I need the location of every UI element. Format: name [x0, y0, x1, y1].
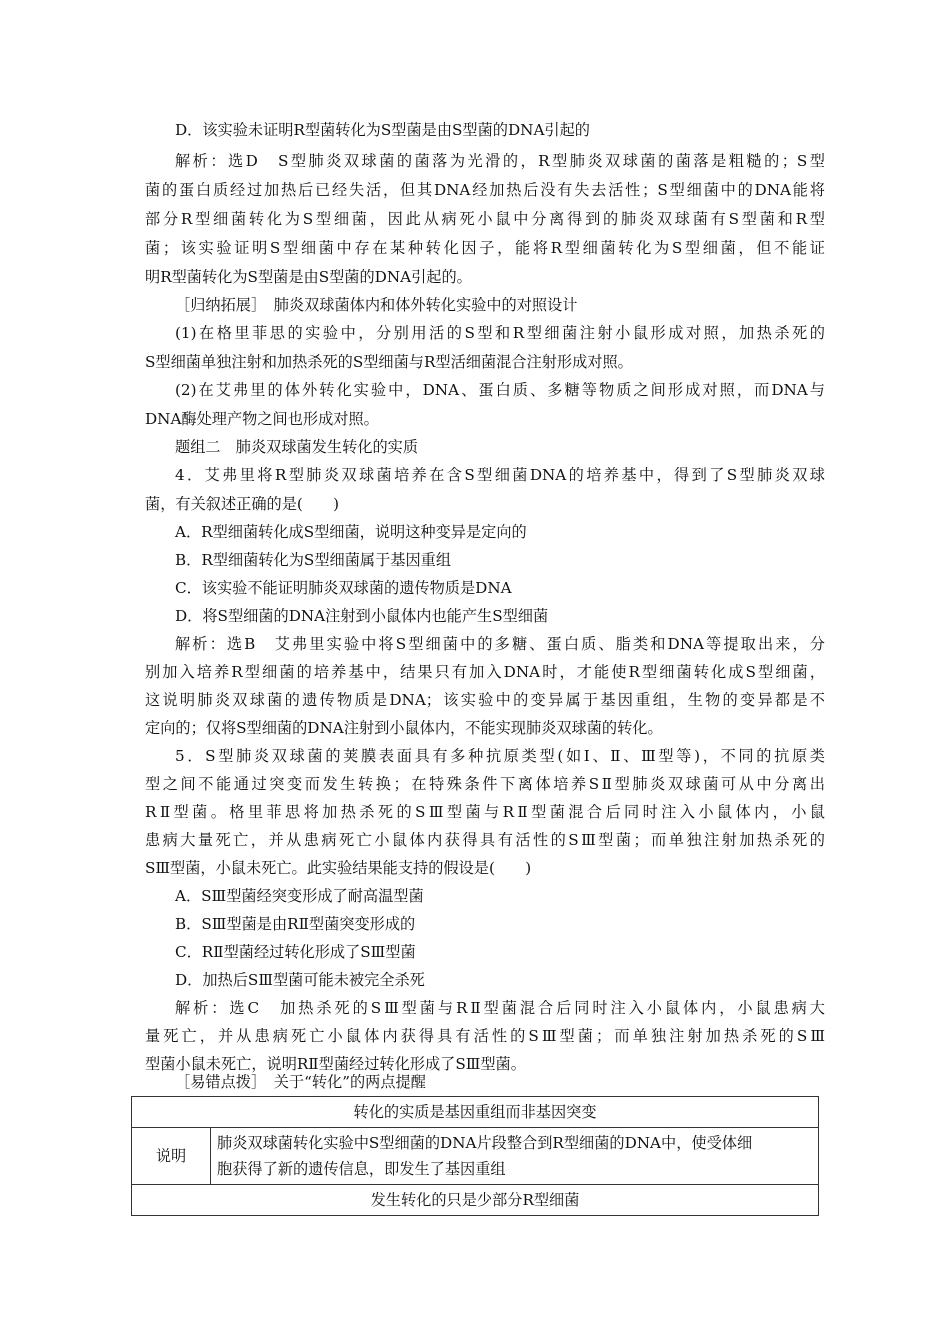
table-explanation-line: 胞获得了新的遗传信息，即发生了基因重组 — [217, 1160, 506, 1178]
paragraph-line: (2)在艾弗里的体外转化实验中，DNA、蛋白质、多糖等物质之间形成对照，而DNA与 — [175, 381, 825, 399]
option-a: A．R型细菌转化成S型细菌，说明这种变异是定向的 — [175, 523, 527, 541]
question-4: 菌，有关叙述正确的是( ) — [145, 495, 340, 513]
table-row-essence: 转化的实质是基因重组而非基因突变 — [132, 1097, 819, 1128]
analysis-line: 型菌小鼠未死亡，说明RⅡ型菌经过转化形成了SⅢ型菌。 — [145, 1055, 526, 1073]
table-explanation — [211, 1128, 819, 1185]
table-row-minority: 发生转化的只是少部分R型细菌 — [132, 1185, 819, 1216]
option-d-q3: D．该实验未证明R型菌转化为S型菌是由S型菌的DNA引起的 — [175, 121, 590, 139]
question-4: 4．艾弗里将R型肺炎双球菌培养在含S型细菌DNA的培养基中，得到了S型肺炎双球 — [175, 466, 825, 484]
option-b: B．R型细菌转化为S型细菌属于基因重组 — [175, 551, 452, 569]
paragraph-line: (1)在格里菲思的实验中，分别用活的S型和R型细菌注射小鼠形成对照，加热杀死的 — [175, 324, 825, 342]
option-c: C．RⅡ型菌经过转化形成了SⅢ型菌 — [175, 943, 416, 961]
question-5: SⅢ型菌，小鼠未死亡。此实验结果能支持的假设是( ) — [145, 859, 532, 877]
group-heading: 题组二 肺炎双球菌发生转化的实质 — [175, 438, 418, 456]
paragraph-line: DNA酶处理产物之间也形成对照。 — [145, 410, 379, 428]
tips-table — [131, 1096, 819, 1216]
option-b: B．SⅢ型菌是由RⅡ型菌突变形成的 — [175, 915, 416, 933]
analysis-line: 解析：选B 艾弗里实验中将S型细菌中的多糖、蛋白质、脂类和DNA等提取出来，分 — [175, 635, 825, 653]
analysis-line: 解析：选C 加热杀死的SⅢ型菌与RⅡ型菌混合后同时注入小鼠体内，小鼠患病大 — [175, 999, 825, 1017]
question-5: 患病大量死亡，并从患病死亡小鼠体内获得具有活性的SⅢ型菌；而单独注射加热杀死的 — [145, 831, 825, 849]
analysis-line: 量死亡，并从患病死亡小鼠体内获得具有活性的SⅢ型菌；而单独注射加热杀死的SⅢ — [145, 1027, 825, 1045]
section-heading: ［归纳拓展］ 肺炎双球菌体内和体外转化实验中的对照设计 — [175, 296, 578, 314]
table-label: 说明 — [132, 1128, 211, 1185]
table-explanation-line: 肺炎双球菌转化实验中S型细菌的DNA片段整合到R型细菌的DNA中，使受体细 — [217, 1134, 753, 1152]
analysis-line: 部分R型细菌转化为S型细菌，因此从病死小鼠中分离得到的肺炎双球菌有S型菌和R型 — [145, 210, 825, 228]
question-5: RⅡ型菌。格里菲思将加热杀死的SⅢ型菌与RⅡ型菌混合后同时注入小鼠体内，小鼠 — [145, 803, 825, 821]
analysis-line: 解析：选D S型肺炎双球菌的菌落为光滑的，R型肺炎双球菌的菌落是粗糙的；S型 — [175, 152, 825, 170]
question-5: 5．S型肺炎双球菌的荚膜表面具有多种抗原类型(如Ⅰ、Ⅱ、Ⅲ型等)，不同的抗原类 — [175, 747, 825, 765]
option-a: A．SⅢ型菌经突变形成了耐高温型菌 — [175, 887, 424, 905]
analysis-line: 别加入培养R型细菌的培养基中，结果只有加入DNA时，才能使R型细菌转化成S型细菌， — [145, 663, 825, 681]
paragraph-line: S型细菌单独注射和加热杀死的S型细菌与R型活细菌混合注射形成对照。 — [145, 353, 633, 371]
analysis-line: 菌；该实验证明S型细菌中存在某种转化因子，能将R型细菌转化为S型细菌，但不能证 — [145, 239, 825, 257]
analysis-line: 明R型菌转化为S型菌是由S型菌的DNA引起的。 — [145, 268, 472, 286]
analysis-line: 菌的蛋白质经过加热后已经失活，但其DNA经加热后没有失去活性；S型细菌中的DNA能将 — [145, 181, 825, 199]
option-d: D．加热后SⅢ型菌可能未被完全杀死 — [175, 971, 425, 989]
analysis-line: 这说明肺炎双球菌的遗传物质是DNA；该实验中的变异属于基因重组，生物的变异都是不 — [145, 691, 825, 709]
analysis-line: 定向的；仅将S型细菌的DNA注射到小鼠体内，不能实现肺炎双球菌的转化。 — [145, 719, 663, 737]
question-5: 型之间不能通过突变而发生转换；在特殊条件下离体培养SⅡ型肺炎双球菌可从中分离出 — [145, 775, 825, 793]
tip-heading: ［易错点拨］ 关于“转化”的两点提醒 — [175, 1073, 426, 1091]
option-c: C．该实验不能证明肺炎双球菌的遗传物质是DNA — [175, 579, 512, 597]
option-d: D．将S型细菌的DNA注射到小鼠体内也能产生S型细菌 — [175, 607, 549, 625]
